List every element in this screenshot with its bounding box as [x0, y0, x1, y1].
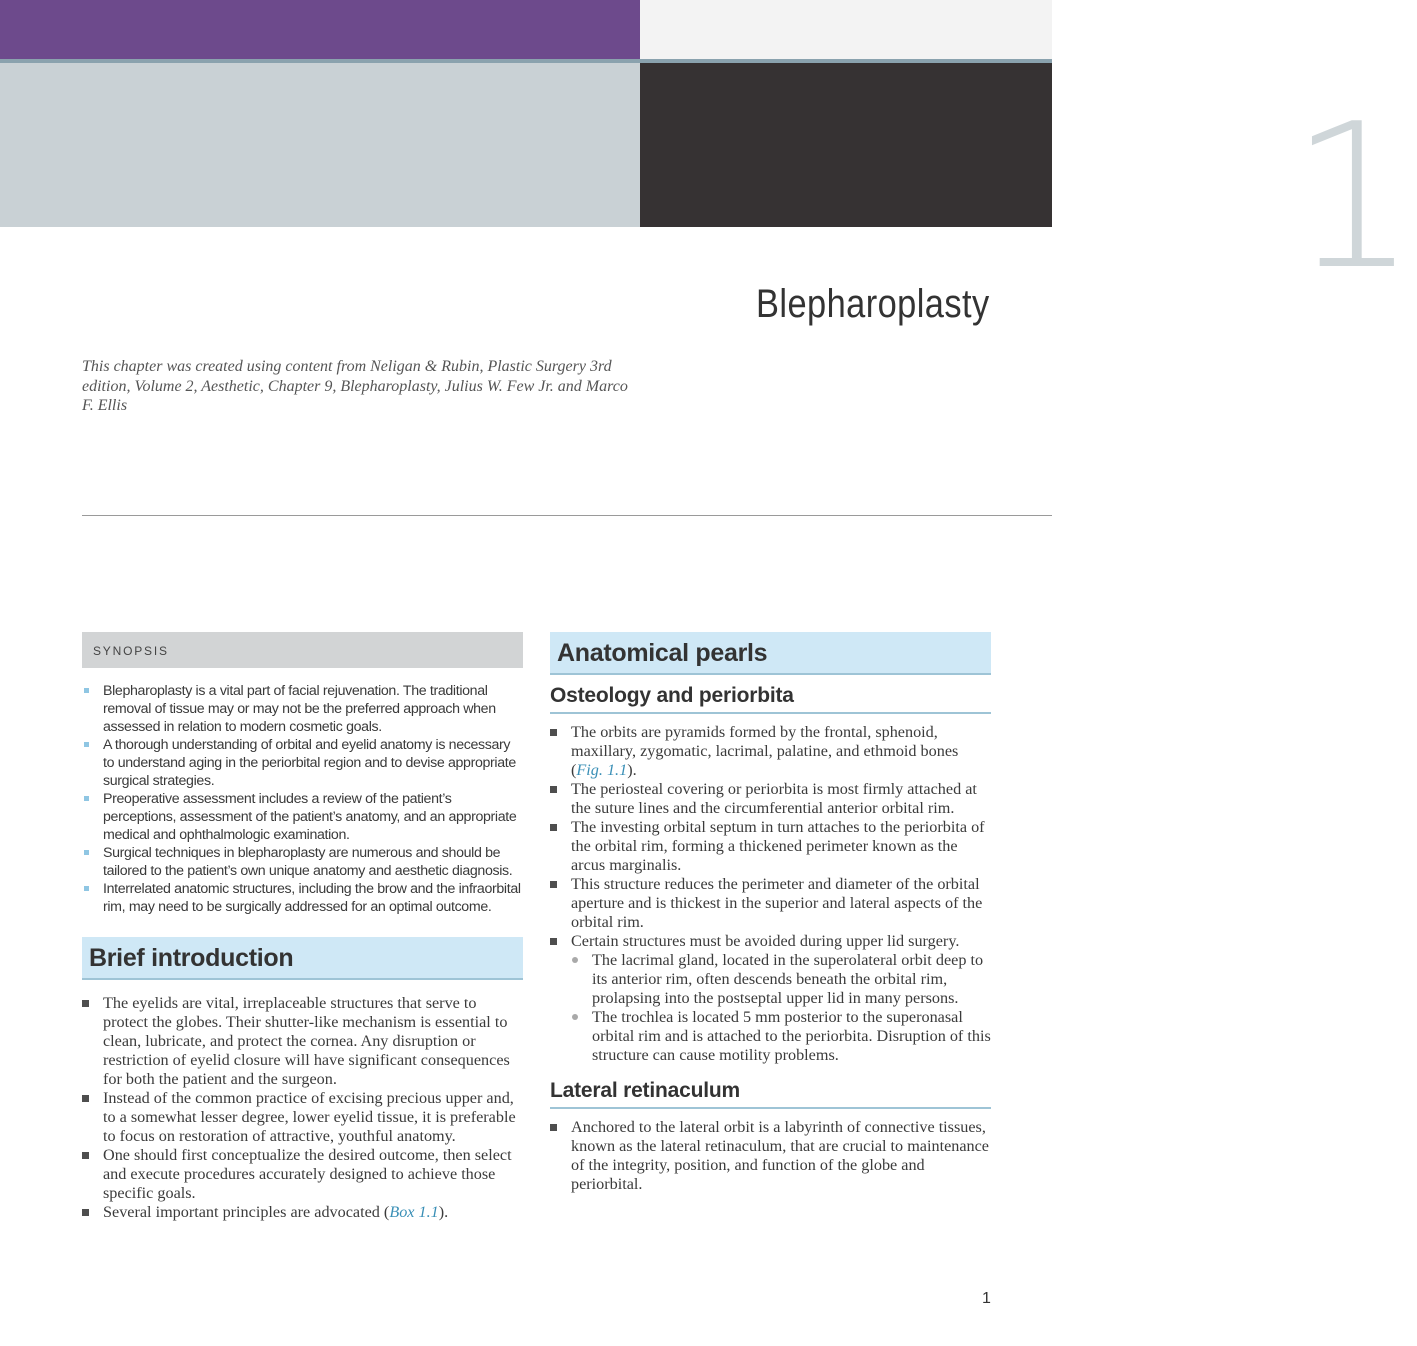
- bullet-icon: [550, 786, 557, 793]
- bullet-icon: [84, 796, 89, 801]
- list-item: The orbits are pyramids formed by the frontal, sphenoid, maxillary, zygomatic, lacrimal, palatine, and ethmoid bones (Fig. 1.1).: [550, 723, 991, 780]
- bullet-icon: [84, 850, 89, 855]
- page-number: 1: [982, 1290, 991, 1307]
- figure-reference-link[interactable]: Fig. 1.1: [576, 761, 628, 779]
- bullet-icon: [84, 742, 89, 747]
- osteology-heading: Osteology and periorbita: [550, 683, 991, 714]
- sub-list-item: The trochlea is located 5 mm posterior to the superonasal orbital rim and is attached to the periorbita. Disruption of this structure can cause motility problems.: [550, 1008, 991, 1065]
- synopsis-item: Preoperative assessment includes a review of the patient’s perceptions, assessment of the patient’s anatomy, and an appropriate medical and ophthalmologic examination.: [82, 790, 523, 844]
- list-item: The investing orbital septum in turn attaches to the periorbita of the orbital rim, forming a thickened perimeter known as the arcus marginalis.: [550, 818, 991, 875]
- bullet-icon: [550, 729, 557, 736]
- sub-list-item: The lacrimal gland, located in the superolateral orbit deep to its anterior rim, often descends beneath the orbital rim, prolapsing into the postseptal upper lid in many persons.: [550, 951, 991, 1008]
- lateral-retinaculum-list: [550, 1118, 991, 1194]
- bullet-icon: [550, 824, 557, 831]
- list-item: Several important principles are advocated (Box 1.1).: [82, 1203, 523, 1222]
- list-item: One should first conceptualize the desired outcome, then select and execute procedures accurately designed to achieve those specific goals.: [82, 1146, 523, 1203]
- bullet-icon: [550, 881, 557, 888]
- sub-bullet-icon: [572, 957, 578, 963]
- left-column: [82, 632, 523, 1222]
- header-light-band: [640, 0, 1052, 59]
- synopsis-heading: SYNOPSIS: [82, 632, 523, 668]
- bullet-icon: [84, 688, 89, 693]
- bullet-icon: [82, 1152, 89, 1159]
- osteology-list: [550, 723, 991, 1065]
- bullet-icon: [84, 886, 89, 891]
- header-grey-band: [0, 63, 640, 227]
- brief-introduction-heading: Brief introduction: [82, 937, 523, 980]
- right-column: [550, 632, 991, 1194]
- chapter-title: Blepharoplasty: [756, 282, 990, 326]
- brief-introduction-list: [82, 994, 523, 1222]
- section-divider: [82, 515, 1052, 516]
- synopsis-list: [82, 682, 523, 916]
- bullet-icon: [550, 938, 557, 945]
- synopsis-item: A thorough understanding of orbital and eyelid anatomy is necessary to understand aging in the periorbital region and to devise appropriate surgical strategies.: [82, 736, 523, 790]
- list-item: Instead of the common practice of excising precious upper and, to a somewhat lesser degree, lower eyelid tissue, it is preferable to focus on restoration of attractive, youthful anatomy.: [82, 1089, 523, 1146]
- synopsis-item: Blepharoplasty is a vital part of facial rejuvenation. The traditional removal of tissue may or may not be the preferred approach when assessed in relation to modern cosmetic goals.: [82, 682, 523, 736]
- bullet-icon: [82, 1209, 89, 1216]
- bullet-icon: [82, 1000, 89, 1007]
- chapter-credit: This chapter was created using content from Neligan & Rubin, Plastic Surgery 3rd edition, Volume 2, Aesthetic, Chapter 9, Blepharoplasty, Julius W. Few Jr. and Marco F. Ellis: [82, 358, 628, 414]
- sub-bullet-icon: [572, 1014, 578, 1020]
- box-reference-link[interactable]: Box 1.1: [389, 1203, 439, 1221]
- list-item: Certain structures must be avoided during upper lid surgery.: [550, 932, 991, 951]
- anatomical-pearls-heading: Anatomical pearls: [550, 632, 991, 675]
- list-item: This structure reduces the perimeter and diameter of the orbital aperture and is thickest in the superior and lateral aspects of the orbital rim.: [550, 875, 991, 932]
- list-item: The eyelids are vital, irreplaceable structures that serve to protect the globes. Their shutter-like mechanism is essential to clean, lubricate, and protect the cornea. Any disruption or restriction of eyelid closure will have significant consequences for both the patient and the surgeon.: [82, 994, 523, 1089]
- synopsis-item: Surgical techniques in blepharoplasty are numerous and should be tailored to the patient’s own unique anatomy and aesthetic diagnosis.: [82, 844, 523, 880]
- bullet-icon: [550, 1124, 557, 1131]
- synopsis-item: Interrelated anatomic structures, including the brow and the infraorbital rim, may need to be surgically addressed for an optimal outcome.: [82, 880, 523, 916]
- lateral-retinaculum-heading: Lateral retinaculum: [550, 1078, 991, 1109]
- list-item: Anchored to the lateral orbit is a labyrinth of connective tissues, known as the lateral retinaculum, that are crucial to maintenance of the integrity, position, and function of the globe and periorbital.: [550, 1118, 991, 1194]
- bullet-icon: [82, 1095, 89, 1102]
- header-purple-band: [0, 0, 640, 59]
- chapter-number: 1: [1290, 81, 1417, 314]
- list-item: The periosteal covering or periorbita is most firmly attached at the suture lines and the circumferential anterior orbital rim.: [550, 780, 991, 818]
